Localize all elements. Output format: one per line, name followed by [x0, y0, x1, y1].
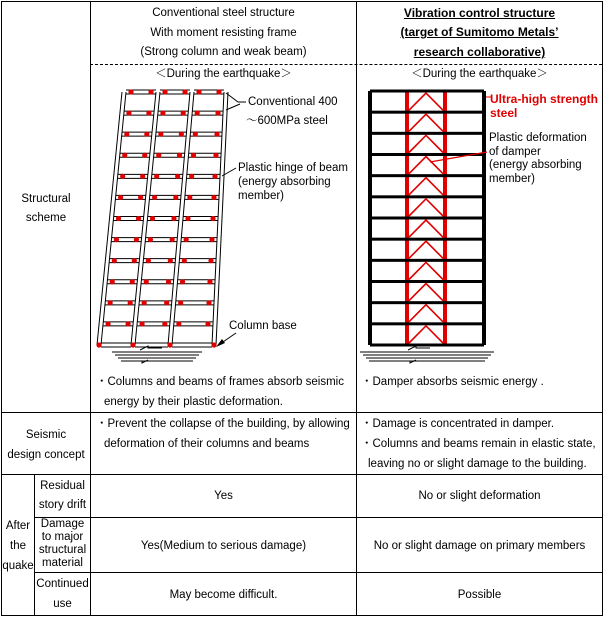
frame-beam [370, 111, 484, 114]
frame-beam [370, 195, 484, 198]
right-note-line1: ・Damper absorbs seismic energy . [361, 376, 544, 388]
header-vibration-line3: research collaborative) [413, 45, 546, 59]
damper-brace [409, 178, 443, 195]
annotation-conventional-steel-2: ～600MPa steel [246, 115, 328, 127]
damper-brace [409, 199, 443, 216]
frame-beam [370, 344, 484, 347]
annotation-damper-2: of damper [489, 146, 541, 158]
header-vibration-line2: (target of Sumitomo Metals’ [400, 25, 559, 39]
residual-left: Yes [214, 490, 233, 502]
frame-beam [370, 217, 484, 220]
sub-label-damage-2: to major [41, 531, 84, 543]
damage-right: No or slight damage on primary members [373, 540, 586, 552]
sub-label-residual-2: story drift [38, 499, 87, 511]
seismic-right-line2: ・Columns and beams remain in elastic state, [361, 438, 596, 450]
damper-brace [409, 262, 443, 279]
header-conventional-line3: (Strong column and weak beam) [140, 46, 307, 58]
row-label-structural-scheme-2: scheme [25, 212, 67, 224]
damper-brace [409, 305, 443, 322]
row-label-seismic-1: Seismic [25, 429, 67, 441]
annotation-hinge-3: member) [238, 190, 285, 202]
annotation-damper-4: member) [489, 173, 536, 185]
sub-label-residual-1: Residual [40, 480, 85, 492]
row-label-after-2: the [10, 540, 26, 552]
frame-beam [370, 238, 484, 241]
annotation-ultra-high-strength-2: steel [490, 106, 518, 120]
continued-right: Possible [457, 589, 502, 601]
annotation-ultra-high-strength-1: Ultra-high strength [490, 92, 598, 106]
frame-beam [370, 259, 484, 262]
seismic-right-line1: ・Damage is concentrated in damper. [361, 418, 555, 430]
row-label-after-3: quake [2, 560, 34, 572]
frame-beam [370, 90, 484, 93]
damper-brace [409, 157, 443, 174]
header-conventional-line2: With moment resisting frame [150, 27, 297, 39]
frame-beam [370, 174, 484, 177]
row-label-seismic-2: design concept [7, 449, 85, 461]
residual-right: No or slight deformation [418, 490, 541, 502]
during-quake-left: ＜During the earthquake＞ [155, 68, 292, 80]
seismic-left-line2: deformation of their columns and beams [104, 438, 310, 450]
damper-brace [409, 241, 443, 258]
annotation-conventional-steel-1: Conventional 400 [248, 96, 338, 108]
frame-beam [370, 280, 484, 283]
frame-beam [370, 301, 484, 304]
annotation-damper-1: Plastic deformation [489, 132, 587, 144]
damper-brace [409, 114, 443, 131]
damage-left: Yes(Medium to serious damage) [140, 540, 307, 552]
header-conventional-line1: Conventional steel structure [152, 7, 295, 19]
header-vibration-line1: Vibration control structure [403, 6, 556, 20]
left-note-line1: ・Columns and beams of frames absorb seismic [96, 376, 344, 388]
annotation-hinge-2: (energy absorbing [238, 176, 331, 188]
sub-label-damage-1: Damage [40, 518, 85, 530]
damper-brace [409, 220, 443, 237]
annotation-column-base: Column base [229, 320, 297, 332]
seismic-right-line3: leaving no or slight damage to the building. [368, 458, 587, 470]
row-label-structural-scheme-1: Structural [21, 193, 71, 205]
sub-label-damage-4: material [42, 557, 83, 569]
damper-brace [409, 135, 443, 152]
sub-label-damage-3: structural [38, 544, 87, 556]
damper-brace [409, 326, 443, 343]
sub-label-continued-1: Continued [36, 578, 89, 590]
sub-label-continued-2: use [53, 598, 72, 610]
damper-brace [409, 284, 443, 301]
row-label-after-1: After [5, 520, 31, 532]
continued-left: May become difficult. [169, 589, 278, 601]
annotation-damper-3: (energy absorbing [489, 159, 582, 171]
frame-beam [370, 322, 484, 325]
damper-brace [409, 93, 443, 110]
seismic-left-line1: ・Prevent the collapse of the building, by allowing [96, 418, 350, 430]
during-quake-right: ＜During the earthquake＞ [411, 68, 548, 80]
annotation-hinge-1: Plastic hinge of beam [238, 162, 348, 174]
left-note-line2: energy by their plastic deformation. [104, 396, 283, 408]
frame-beam [370, 132, 484, 135]
